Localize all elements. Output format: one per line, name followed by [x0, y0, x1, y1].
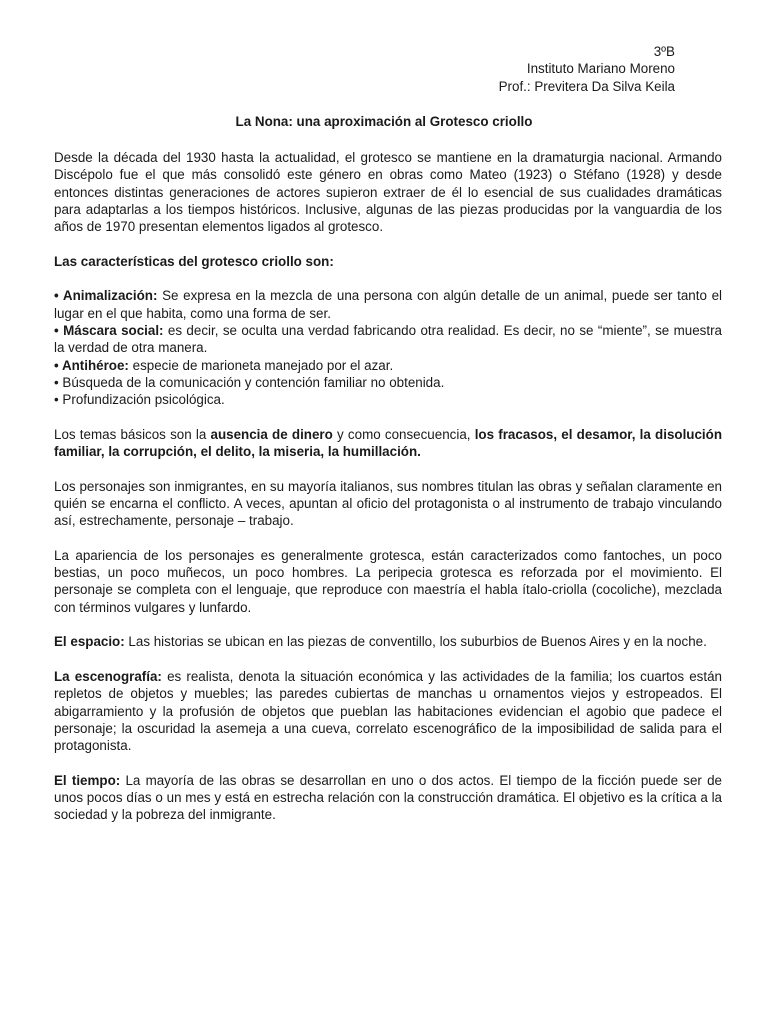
characteristics-heading-text: Las características del grotesco criollo son: [54, 253, 334, 269]
time-text: La mayoría de las obras se desarrollan en uno o dos actos. El tiempo de la ficción puede ser de unos pocos días o un mes y está en estrecha relación con la construcción dramática. El objetivo es la crítica a la sociedad y la pobreza del inmigrante. [54, 772, 722, 823]
item-term: Animalización: [62, 288, 158, 304]
themes-bold-2: los fracasos, el desamor, la disolución familiar, la corrupción, el delito, la miseria, la humillación. [54, 426, 722, 460]
appearance-paragraph: La apariencia de los personajes es generalmente grotesca, están caracterizados como fantoches, un poco bestias, un poco muñecos, un poco hombres. La peripecia grotesca es reforzada por el movimiento. El personaje se completa con el lenguaje, que reproduce con maestría el habla ítalo-criolla (cocoliche), mezclada con términos vulgares y lunfardo. [54, 547, 722, 615]
item-text: Se expresa en la mezcla de una persona con algún detalle de un animal, puede ser tanto el lugar en el que habita, como una forma de ser. [54, 288, 722, 321]
list-item [54, 357, 722, 374]
item-term: Antihéroe: [61, 357, 129, 373]
bullet: • [54, 322, 59, 338]
document-body [54, 149, 722, 841]
space-paragraph [54, 633, 722, 650]
item-term: Máscara social: [63, 322, 164, 338]
professor-name: Prof.: Previtera Da Silva Keila [498, 78, 675, 94]
themes-bold-1: ausencia de dinero [210, 426, 333, 442]
time-term: El tiempo: [54, 772, 121, 788]
document-header [499, 43, 675, 95]
space-term: El espacio: [54, 634, 125, 650]
item-text: Profundización psicológica. [58, 392, 225, 408]
characteristics-heading [54, 253, 722, 270]
item-text: es decir, se oculta una verdad fabricando otra realidad. Es decir, no se “miente”, se muestra la verdad de otra manera. [54, 322, 722, 356]
list-item [54, 322, 722, 357]
scenography-text: es realista, denota la situación económica y las actividades de la familia; los cuartos están repletos de objetos y muebles; las paredes cubiertas de manchas u ornamentos viejos y estropeados. El abigarramiento y la profusión de objetos que pueblan las habitaciones evidencian el agobio que padece el personaje; la oscuridad la asemeja a una cueva, correlato escenográfico de la imposibilidad de salida para el protagonista. [54, 668, 722, 754]
bullet: • [54, 392, 59, 408]
bullet: • [54, 288, 59, 304]
intro-paragraph: Desde la década del 1930 hasta la actualidad, el grotesco se mantiene en la dramaturgia nacional. Armando Discépolo fue el que más consolidó este género en obras como Mateo (1923) o Stéfano (1928) y desde entonces distintas generaciones de actores supieron extraer de él lo esencial de sus cualidades dramáticas para adaptarlas a los tiempos históricos. Inclusive, algunas de las piezas producidas por la vanguardia de los años de 1970 presentan elementos ligados al grotesco. [54, 150, 722, 235]
list-item [54, 287, 722, 322]
document-title: La Nona: una aproximación al Grotesco criollo [235, 114, 533, 129]
scenography-term: La escenografía: [54, 668, 162, 684]
list-item [54, 374, 722, 391]
themes-text-1: Los temas básicos son la [54, 426, 211, 442]
time-paragraph [54, 772, 722, 824]
themes-text-2: y como consecuencia, [332, 426, 475, 442]
item-text: Búsqueda de la comunicación y contención familiar no obtenida. [58, 374, 445, 390]
bullet: • [54, 357, 59, 373]
characteristics-list [54, 287, 722, 408]
space-text: Las historias se ubican en las piezas de conventillo, los suburbios de Buenos Aires y en la noche. [124, 634, 707, 650]
bullet: • [54, 374, 59, 390]
scenography-paragraph [54, 668, 722, 754]
list-item [54, 391, 722, 408]
item-text: especie de marioneta manejado por el azar. [128, 357, 394, 373]
themes-paragraph [54, 426, 722, 461]
characters-paragraph: Los personajes son inmigrantes, en su mayoría italianos, sus nombres titulan las obras y señalan claramente en quién se encarna el conflicto. A veces, apuntan al oficio del protagonista o al instrumento de trabajo vinculando así, estrechamente, personaje – trabajo. [54, 478, 722, 529]
course-label: 3ºB [653, 44, 675, 59]
school-name: Instituto Mariano Moreno [526, 61, 675, 77]
